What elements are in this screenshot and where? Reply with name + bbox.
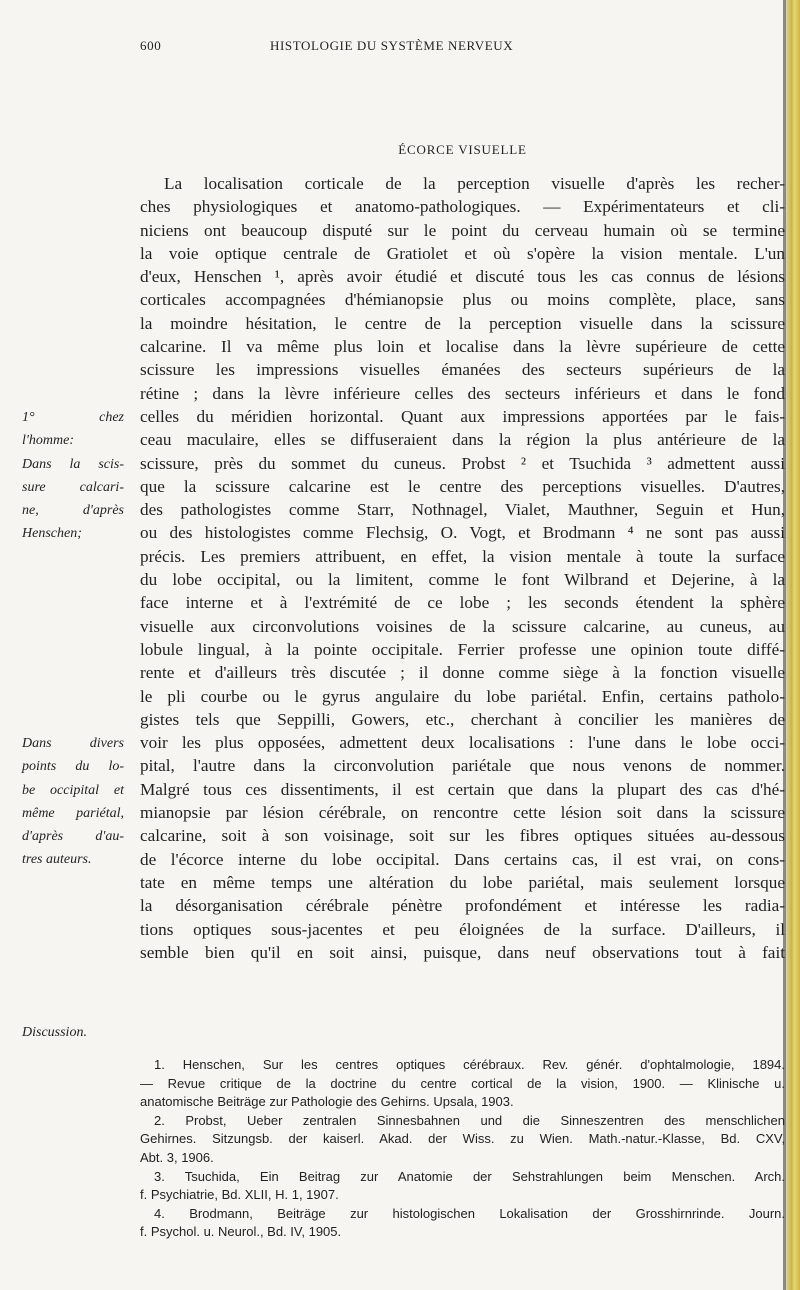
- page-edge: [786, 0, 800, 1290]
- sidenote-line: Discussion.: [22, 1025, 87, 1040]
- body-line: la voie optique centrale de Gratiolet et où s'opère la vision mentale. L'un: [140, 243, 785, 263]
- body-line: de l'écorce interne du lobe occipital. Dans certains cas, il est vrai, on cons-: [140, 849, 785, 869]
- body-line: La localisation corticale de la perception visuelle d'après les recher-: [164, 174, 785, 193]
- body-line: gistes tels que Seppilli, Gowers, etc., cherchant à concilier les manières de: [140, 709, 785, 729]
- body-line: ches physiologiques et anatomo-pathologiques. — Expérimentateurs et cli-: [140, 197, 785, 217]
- footnotes: [140, 1056, 785, 1242]
- footnote-line: Gehirnes. Sitzungsb. der kaiserl. Akad. der Wiss. zu Wien. Math.-natur.-Klasse, Bd. CXV,: [140, 1131, 785, 1147]
- body-line: face interne et à l'extrémité de ce lobe ; les seconds étendent la sphère: [140, 593, 785, 613]
- footnote-line: anatomische Beiträge zur Pathologie des Gehirns. Upsala, 1903.: [140, 1094, 514, 1110]
- footnote-line: 3. Tsuchida, Ein Beitrag zur Anatomie der Sehstrahlungen beim Menschen. Arch.: [154, 1168, 785, 1184]
- footnote-line: f. Psychol. u. Neurol., Bd. IV, 1905.: [140, 1224, 342, 1240]
- body-line: calcarine, soit à son voisinage, soit sur les fibres optiques situées au-dessous: [140, 826, 785, 846]
- footnote-line: 1. Henschen, Sur les centres optiques cérébraux. Rev. génér. d'ophtalmologie, 1894.: [154, 1057, 785, 1072]
- body-line: des pathologistes comme Starr, Nothnagel, Vialet, Mauthner, Seguin et Hun,: [140, 500, 785, 520]
- body-text: [140, 172, 785, 964]
- sidenote-line: Dans la scis-: [22, 456, 124, 472]
- sidenote-line: ne, d'après: [22, 503, 124, 519]
- footnote-line: 2. Probst, Ueber zentralen Sinnesbahnen und die Sinneszentren des menschlichen: [154, 1112, 785, 1128]
- body-line: calcarine. Il va même plus loin et localise dans la lèvre supérieure de cette: [140, 337, 785, 357]
- sidenote-line: même pariétal,: [22, 805, 124, 821]
- sidenote-line: sure calcari-: [22, 479, 124, 495]
- footnote-line: f. Psychiatrie, Bd. XLII, H. 1, 1907.: [140, 1187, 339, 1203]
- sidenote-line: be occipital et: [22, 782, 124, 798]
- body-line: scissure, près du sommet du cuneus. Probst ² et Tsuchida ³ admettent aussi: [140, 453, 785, 473]
- body-line: visuelle aux circonvolutions voisines de la scissure calcarine, au cuneus, au: [140, 616, 785, 636]
- body-line: rente et d'ailleurs très discutée ; il donne comme siège à la fonction visuelle: [140, 663, 785, 683]
- body-line: corticales accompagnées d'hémianopsie plus ou moins complète, place, sans: [140, 290, 785, 310]
- sidenote-line: 1° chez: [22, 410, 124, 425]
- sidenote-line: Henschen;: [22, 526, 82, 542]
- footnote-line: 4. Brodmann, Beiträge zur histologischen Lokalisation der Grosshirnrinde. Journ.: [154, 1205, 785, 1221]
- body-line: tions optiques sous-jacentes et peu éloignées de la surface. D'ailleurs, il: [140, 919, 785, 939]
- body-line: voir les plus opposées, admettent deux localisations : l'une dans le lobe occi-: [140, 733, 785, 753]
- body-line: du lobe occipital, ou la limitent, comme le font Wilbrand et Dejerine, à la: [140, 570, 785, 590]
- page-number: 600: [140, 38, 162, 53]
- sidenote-line: tres auteurs.: [22, 852, 92, 868]
- body-line: Malgré tous ces dissentiments, il est certain que dans la plupart des cas d'hé-: [140, 779, 785, 799]
- section-title: ÉCORCE VISUELLE: [398, 142, 527, 157]
- sidenote-discussion: [22, 1021, 124, 1044]
- body-line: d'eux, Henschen ¹, après avoir étudié et discuté tous les cas connus de lésions: [140, 267, 785, 287]
- body-line: ceau maculaire, elles se diffuseraient dans la région la plus antérieure de la: [140, 430, 785, 450]
- sidenote-line: l'homme:: [22, 433, 74, 449]
- body-line: mianopsie par lésion cérébrale, on rencontre cette lésion soit dans la scissure: [140, 803, 785, 823]
- body-line: pital, l'autre dans la circonvolution pariétale que nous venons de nommer.: [140, 756, 785, 776]
- footnote-line: — Revue critique de la doctrine du centre cortical de la vision, 1900. — Klinische u.: [140, 1075, 785, 1091]
- footnote-line: Abt. 3, 1906.: [140, 1149, 214, 1165]
- body-line: le pli courbe ou le gyrus angulaire du lobe pariétal. Enfin, certains patholo-: [140, 686, 785, 706]
- sidenote-line: points du lo-: [22, 759, 124, 775]
- running-head: [140, 38, 790, 58]
- body-line: niciens ont beaucoup disputé sur le point du cerveau humain où se termine: [140, 220, 785, 240]
- body-line: scissure les impressions visuelles émanées des secteurs supérieurs de la: [140, 360, 785, 380]
- body-line: que la scissure calcarine est le centre des perceptions visuelles. D'autres,: [140, 476, 785, 496]
- body-line: lobule lingual, à la pointe occipitale. Ferrier professe une opinion toute diffé-: [140, 639, 785, 659]
- body-line: celles du méridien horizontal. Quant aux impressions apportées par le fais-: [140, 406, 785, 426]
- body-line: rétine ; dans la lèvre inférieure celles des secteurs inférieurs et dans le fond: [140, 383, 785, 403]
- sidenote-other-authors: [22, 732, 124, 872]
- running-title: HISTOLOGIE DU SYSTÈME NERVEUX: [270, 38, 514, 53]
- sidenote-henschen: [22, 406, 124, 546]
- body-line: la désorganisation cérébrale pénètre profondément et intéresse les radia-: [140, 896, 785, 916]
- body-line: la moindre hésitation, le centre de la perception visuelle dans la scissure: [140, 313, 785, 333]
- sidenote-line: d'après d'au-: [22, 829, 124, 845]
- body-line: semble bien qu'il en soit ainsi, puisque, dans neuf observations tout à fait: [140, 942, 785, 962]
- body-line: précis. Les premiers attribuent, en effet, la vision mentale à toute la surface: [140, 546, 785, 566]
- body-line: tate en même temps une altération du lobe pariétal, mais seulement lorsque: [140, 872, 785, 892]
- sidenote-line: Dans divers: [22, 736, 124, 751]
- body-line: ou des histologistes comme Flechsig, O. Vogt, et Brodmann ⁴ ne sont pas aussi: [140, 523, 785, 543]
